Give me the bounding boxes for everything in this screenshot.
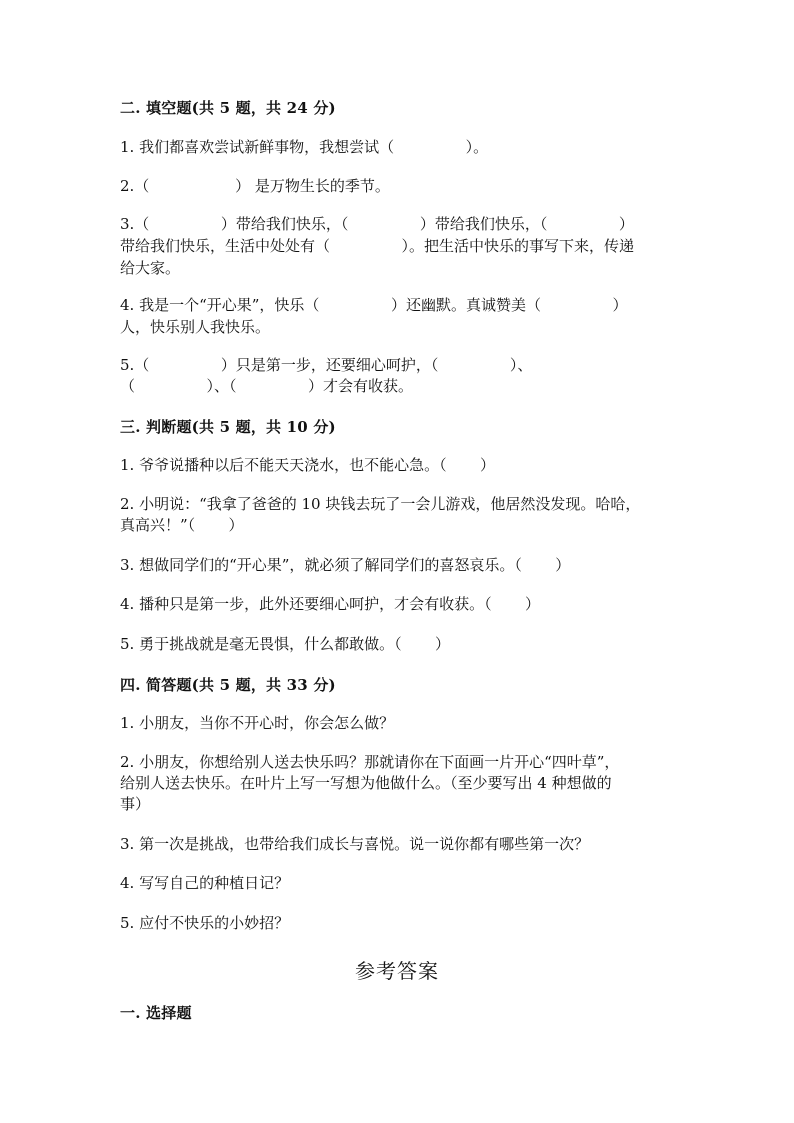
- answer-title: 参考答案: [355, 959, 439, 983]
- fill-blank-q2: 2.（ ） 是万物生长的季节。: [120, 177, 390, 195]
- short-answer-q2-line2: 给别人送去快乐。在叶片上写一写想为他做什么。（至少要写出 4 种想做的: [120, 774, 612, 792]
- true-false-q5: 5. 勇于挑战就是毫无畏惧，什么都敢做。（ ）: [120, 635, 450, 653]
- true-false-q4: 4. 播种只是第一步，此外还要细心呵护，才会有收获。（ ）: [120, 595, 540, 613]
- short-answer-q1: 1. 小朋友，当你不开心时，你会怎么做？: [120, 714, 395, 732]
- true-false-q3: 3. 想做同学们的“开心果”，就必须了解同学们的喜怒哀乐。（ ）: [120, 556, 571, 574]
- fill-blank-q3-line1: 3.（ ）带给我们快乐，（ ）带给我们快乐，（ ）: [120, 215, 634, 233]
- fill-blank-heading: 二. 填空题(共 5 题，共 24 分): [120, 99, 336, 117]
- short-answer-heading: 四. 简答题(共 5 题，共 33 分): [120, 676, 336, 694]
- true-false-q1: 1. 爷爷说播种以后不能天天浇水，也不能心急。（ ）: [120, 456, 495, 474]
- fill-blank-q3-line3: 给大家。: [120, 259, 181, 277]
- short-answer-q4: 4. 写写自己的种植日记？: [120, 874, 290, 892]
- short-answer-q3: 3. 第一次是挑战，也带给我们成长与喜悦。说一说你都有哪些第一次？: [120, 835, 590, 853]
- short-answer-q5: 5. 应付不快乐的小妙招？: [120, 914, 290, 932]
- fill-blank-q5-line1: 5.（ ）只是第一步，还要细心呵护，（ ）、: [120, 356, 533, 374]
- fill-blank-q4-line2: 人，快乐别人我快乐。: [120, 318, 271, 336]
- fill-blank-q4-line1: 4. 我是一个“开心果”，快乐（ ）还幽默。真诚赞美（ ）: [120, 296, 628, 314]
- true-false-q2-line2: 真高兴！”（ ）: [120, 516, 244, 534]
- fill-blank-q5-line2: （ ）、（ ）才会有收获。: [120, 377, 414, 395]
- fill-blank-q3-line2: 带给我们快乐，生活中处处有（ ）。把生活中快乐的事写下来，传递: [120, 237, 635, 255]
- true-false-heading: 三. 判断题(共 5 题，共 10 分): [120, 418, 336, 436]
- true-false-q2-line1: 2. 小明说：“我拿了爸爸的 10 块钱去玩了一会儿游戏，他居然没发现。哈哈，: [120, 495, 641, 513]
- short-answer-q2-line1: 2. 小朋友，你想给别人送去快乐吗？那就请你在下面画一片开心“四叶草”，: [120, 753, 620, 771]
- fill-blank-q1: 1. 我们都喜欢尝试新鲜事物，我想尝试（ ）。: [120, 138, 489, 156]
- short-answer-q2-line3: 事）: [120, 795, 151, 813]
- answer-section-heading: 一. 选择题: [120, 1004, 192, 1022]
